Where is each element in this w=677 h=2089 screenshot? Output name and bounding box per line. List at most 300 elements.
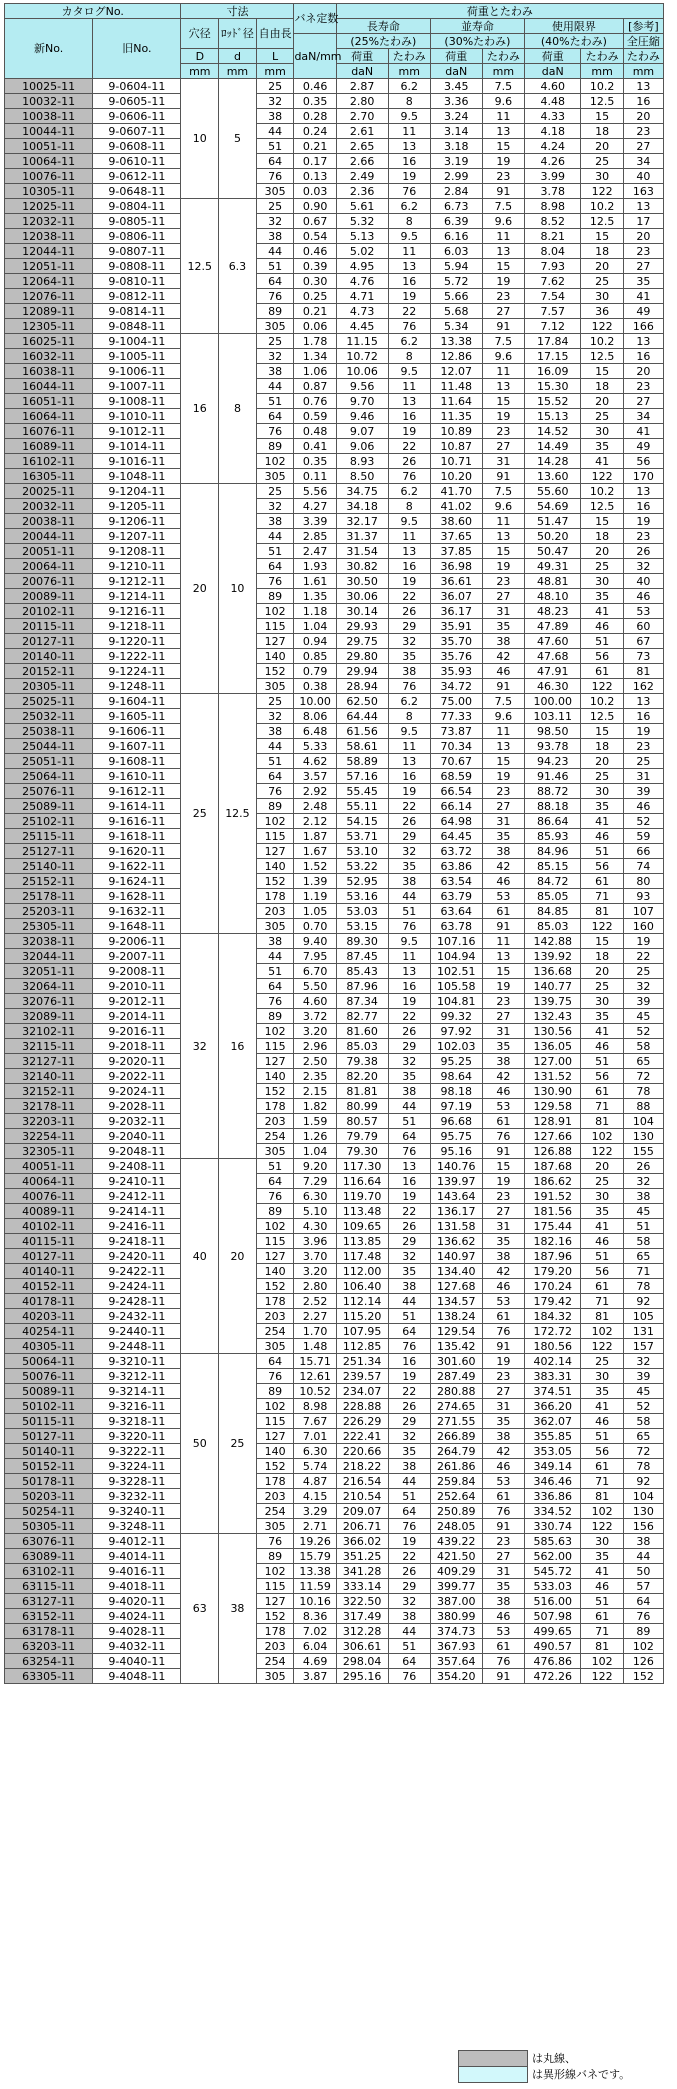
cell-long-load: 79.79 — [336, 1129, 388, 1144]
cell-spring-const: 5.33 — [294, 739, 336, 754]
cell-long-defl: 13 — [388, 1159, 430, 1174]
cell-normal-defl: 13 — [482, 949, 524, 964]
cell-spring-const: 0.03 — [294, 184, 336, 199]
cell-new-no: 25305-11 — [5, 919, 93, 934]
cell-old-no: 9-1220-11 — [93, 634, 181, 649]
cell-long-defl: 32 — [388, 1429, 430, 1444]
cell-full-comp-defl: 16 — [623, 499, 663, 514]
cell-free-length: 25 — [256, 334, 294, 349]
cell-old-no: 9-4048-11 — [93, 1669, 181, 1684]
cell-long-defl: 32 — [388, 1054, 430, 1069]
cell-free-length: 76 — [256, 1189, 294, 1204]
free-len-header: 自由長 — [256, 19, 294, 49]
cell-long-defl: 22 — [388, 439, 430, 454]
cell-long-load: 106.40 — [336, 1279, 388, 1294]
table-row — [5, 1129, 664, 1144]
table-row — [5, 1159, 664, 1174]
cell-limit-load: 4.24 — [525, 139, 581, 154]
cell-spring-const: 0.25 — [294, 289, 336, 304]
cell-new-no: 20089-11 — [5, 589, 93, 604]
cell-limit-load: 175.44 — [525, 1219, 581, 1234]
cell-spring-const: 5.10 — [294, 1204, 336, 1219]
cell-limit-defl: 12.5 — [581, 349, 623, 364]
cell-limit-defl: 41 — [581, 1399, 623, 1414]
cell-old-no: 9-1606-11 — [93, 724, 181, 739]
cell-normal-load: 97.19 — [430, 1099, 482, 1114]
cell-old-no: 9-1624-11 — [93, 874, 181, 889]
cell-free-length: 64 — [256, 1174, 294, 1189]
table-row — [5, 1084, 664, 1099]
cell-normal-defl: 23 — [482, 574, 524, 589]
cell-full-comp-defl: 155 — [623, 1144, 663, 1159]
cell-long-defl: 9.5 — [388, 109, 430, 124]
cell-full-comp-defl: 32 — [623, 979, 663, 994]
cell-limit-load: 16.09 — [525, 364, 581, 379]
cell-free-length: 89 — [256, 1009, 294, 1024]
table-row — [5, 124, 664, 139]
table-row — [5, 619, 664, 634]
cell-free-length: 25 — [256, 694, 294, 709]
cell-full-comp-defl: 22 — [623, 949, 663, 964]
cell-full-comp-defl: 25 — [623, 754, 663, 769]
cell-limit-defl: 61 — [581, 1084, 623, 1099]
unit-D: mm — [181, 64, 219, 79]
cell-new-no: 25115-11 — [5, 829, 93, 844]
cell-normal-defl: 13 — [482, 739, 524, 754]
cell-limit-load: 47.68 — [525, 649, 581, 664]
table-row — [5, 904, 664, 919]
cell-long-defl: 38 — [388, 1609, 430, 1624]
cell-limit-defl: 122 — [581, 1339, 623, 1354]
cell-full-comp-defl: 58 — [623, 1414, 663, 1429]
cell-long-load: 80.99 — [336, 1099, 388, 1114]
cell-spring-const: 0.11 — [294, 469, 336, 484]
cell-normal-defl: 15 — [482, 394, 524, 409]
cell-normal-defl: 13 — [482, 244, 524, 259]
cell-spring-const: 9.40 — [294, 934, 336, 949]
table-row — [5, 199, 664, 214]
cell-normal-defl: 11 — [482, 514, 524, 529]
cell-free-length: 44 — [256, 244, 294, 259]
cell-full-comp-defl: 50 — [623, 1564, 663, 1579]
cell-limit-load: 182.16 — [525, 1234, 581, 1249]
table-row — [5, 544, 664, 559]
cell-new-no: 10064-11 — [5, 154, 93, 169]
cell-full-comp-defl: 45 — [623, 1204, 663, 1219]
cell-spring-const: 2.71 — [294, 1519, 336, 1534]
cell-full-comp-defl: 13 — [623, 79, 663, 94]
cell-long-defl: 64 — [388, 1504, 430, 1519]
cell-full-comp-defl: 73 — [623, 649, 663, 664]
cell-spring-const: 3.87 — [294, 1669, 336, 1684]
cell-long-load: 222.41 — [336, 1429, 388, 1444]
cell-long-defl: 76 — [388, 319, 430, 334]
cell-limit-defl: 122 — [581, 319, 623, 334]
cell-limit-load: 172.72 — [525, 1324, 581, 1339]
cell-long-defl: 29 — [388, 1414, 430, 1429]
cell-normal-defl: 19 — [482, 154, 524, 169]
cell-limit-load: 48.10 — [525, 589, 581, 604]
cell-full-comp-defl: 105 — [623, 1309, 663, 1324]
cell-long-defl: 11 — [388, 244, 430, 259]
cell-new-no: 63115-11 — [5, 1579, 93, 1594]
cell-hole-dia: 40 — [181, 1159, 219, 1354]
cell-full-comp-defl: 17 — [623, 214, 663, 229]
cell-new-no: 10038-11 — [5, 109, 93, 124]
cell-full-comp-defl: 80 — [623, 874, 663, 889]
cell-free-length: 51 — [256, 139, 294, 154]
table-row — [5, 1144, 664, 1159]
table-row — [5, 1579, 664, 1594]
cell-normal-load: 140.97 — [430, 1249, 482, 1264]
cell-long-load: 85.43 — [336, 964, 388, 979]
cell-long-defl: 22 — [388, 1009, 430, 1024]
cell-limit-defl: 25 — [581, 979, 623, 994]
cell-normal-defl: 76 — [482, 1654, 524, 1669]
table-row — [5, 1519, 664, 1534]
table-row — [5, 1534, 664, 1549]
cell-free-length: 44 — [256, 124, 294, 139]
cell-limit-load: 139.75 — [525, 994, 581, 1009]
cell-limit-defl: 12.5 — [581, 499, 623, 514]
cell-new-no: 50064-11 — [5, 1354, 93, 1369]
cell-normal-load: 3.19 — [430, 154, 482, 169]
cell-normal-defl: 23 — [482, 424, 524, 439]
cell-new-no: 16305-11 — [5, 469, 93, 484]
table-row — [5, 214, 664, 229]
cell-spring-const: 8.06 — [294, 709, 336, 724]
cell-full-comp-defl: 27 — [623, 139, 663, 154]
cell-free-length: 178 — [256, 1474, 294, 1489]
cell-new-no: 20102-11 — [5, 604, 93, 619]
cell-spring-const: 1.67 — [294, 844, 336, 859]
cell-full-comp-defl: 52 — [623, 1024, 663, 1039]
cell-spring-const: 2.50 — [294, 1054, 336, 1069]
cell-long-load: 53.16 — [336, 889, 388, 904]
cell-long-defl: 44 — [388, 1294, 430, 1309]
cell-limit-defl: 20 — [581, 139, 623, 154]
cell-old-no: 9-2040-11 — [93, 1129, 181, 1144]
cell-full-comp-defl: 72 — [623, 1069, 663, 1084]
cell-limit-defl: 18 — [581, 739, 623, 754]
cell-long-defl: 26 — [388, 604, 430, 619]
cell-normal-load: 104.81 — [430, 994, 482, 1009]
cell-limit-load: 48.23 — [525, 604, 581, 619]
cell-spring-const: 8.36 — [294, 1609, 336, 1624]
cell-long-load: 2.87 — [336, 79, 388, 94]
cell-free-length: 140 — [256, 859, 294, 874]
cell-normal-defl: 38 — [482, 1594, 524, 1609]
cell-long-load: 112.14 — [336, 1294, 388, 1309]
cell-new-no: 10044-11 — [5, 124, 93, 139]
cell-rod-dia: 6.3 — [219, 199, 257, 334]
legend-round-wire-label: は丸線、 — [532, 2052, 576, 2065]
cell-spring-const: 2.52 — [294, 1294, 336, 1309]
cell-long-load: 117.30 — [336, 1159, 388, 1174]
cell-normal-load: 136.17 — [430, 1204, 482, 1219]
cell-normal-load: 41.02 — [430, 499, 482, 514]
cell-limit-load: 184.32 — [525, 1309, 581, 1324]
unit-limit-load: daN — [525, 64, 581, 79]
table-row — [5, 994, 664, 1009]
cell-normal-load: 95.25 — [430, 1054, 482, 1069]
cell-long-defl: 16 — [388, 154, 430, 169]
cell-old-no: 9-1012-11 — [93, 424, 181, 439]
cell-limit-load: 4.60 — [525, 79, 581, 94]
cell-new-no: 32203-11 — [5, 1114, 93, 1129]
cell-free-length: 89 — [256, 799, 294, 814]
cell-limit-defl: 102 — [581, 1324, 623, 1339]
cell-limit-load: 346.46 — [525, 1474, 581, 1489]
cell-long-defl: 64 — [388, 1324, 430, 1339]
cell-hole-dia: 16 — [181, 334, 219, 484]
cell-limit-load: 17.84 — [525, 334, 581, 349]
cell-normal-load: 367.93 — [430, 1639, 482, 1654]
cell-spring-const: 1.26 — [294, 1129, 336, 1144]
cell-normal-load: 6.39 — [430, 214, 482, 229]
cell-old-no: 9-3218-11 — [93, 1414, 181, 1429]
cell-spring-const: 1.19 — [294, 889, 336, 904]
cell-normal-load: 105.58 — [430, 979, 482, 994]
cell-full-comp-defl: 27 — [623, 259, 663, 274]
table-row — [5, 1369, 664, 1384]
cell-free-length: 127 — [256, 1594, 294, 1609]
cell-full-comp-defl: 27 — [623, 394, 663, 409]
cell-limit-load: 4.48 — [525, 94, 581, 109]
cell-long-load: 79.30 — [336, 1144, 388, 1159]
cell-free-length: 51 — [256, 544, 294, 559]
cell-limit-load: 499.65 — [525, 1624, 581, 1639]
cell-limit-load: 13.60 — [525, 469, 581, 484]
cell-limit-defl: 25 — [581, 769, 623, 784]
cell-free-length: 76 — [256, 169, 294, 184]
cell-spring-const: 4.30 — [294, 1219, 336, 1234]
cell-full-comp-defl: 31 — [623, 769, 663, 784]
cell-old-no: 9-1048-11 — [93, 469, 181, 484]
cell-spring-const: 11.59 — [294, 1579, 336, 1594]
table-row — [5, 349, 664, 364]
cell-long-defl: 16 — [388, 409, 430, 424]
cell-new-no: 40152-11 — [5, 1279, 93, 1294]
cell-normal-load: 12.86 — [430, 349, 482, 364]
cell-long-defl: 11 — [388, 124, 430, 139]
cell-spring-const: 0.30 — [294, 274, 336, 289]
cell-new-no: 20032-11 — [5, 499, 93, 514]
cell-full-comp-defl: 23 — [623, 739, 663, 754]
cell-old-no: 9-2416-11 — [93, 1219, 181, 1234]
table-row — [5, 1204, 664, 1219]
cell-old-no: 9-1604-11 — [93, 694, 181, 709]
cell-spring-const: 0.76 — [294, 394, 336, 409]
cell-long-load: 87.96 — [336, 979, 388, 994]
cell-free-length: 152 — [256, 1459, 294, 1474]
cell-normal-defl: 23 — [482, 994, 524, 1009]
cell-limit-load: 15.13 — [525, 409, 581, 424]
cell-limit-defl: 25 — [581, 154, 623, 169]
cell-limit-defl: 51 — [581, 1249, 623, 1264]
reference-header: [参考] — [623, 19, 663, 34]
cell-full-comp-defl: 39 — [623, 1369, 663, 1384]
cell-new-no: 12089-11 — [5, 304, 93, 319]
cell-normal-defl: 42 — [482, 1264, 524, 1279]
cell-normal-defl: 38 — [482, 1054, 524, 1069]
cell-long-load: 251.34 — [336, 1354, 388, 1369]
cell-normal-load: 3.14 — [430, 124, 482, 139]
table-row — [5, 874, 664, 889]
cell-normal-defl: 19 — [482, 1354, 524, 1369]
cell-limit-load: 476.86 — [525, 1654, 581, 1669]
cell-normal-defl: 11 — [482, 724, 524, 739]
cell-limit-defl: 41 — [581, 1219, 623, 1234]
cell-long-load: 58.89 — [336, 754, 388, 769]
cell-limit-load: 170.24 — [525, 1279, 581, 1294]
cell-old-no: 9-2006-11 — [93, 934, 181, 949]
full-comp-header: 全圧縮 — [623, 34, 663, 49]
cell-long-defl: 76 — [388, 1519, 430, 1534]
cell-full-comp-defl: 20 — [623, 364, 663, 379]
cell-free-length: 76 — [256, 424, 294, 439]
cell-free-length: 178 — [256, 1294, 294, 1309]
cell-long-load: 57.16 — [336, 769, 388, 784]
cell-full-comp-defl: 65 — [623, 1429, 663, 1444]
cell-old-no: 9-2008-11 — [93, 964, 181, 979]
cell-full-comp-defl: 74 — [623, 859, 663, 874]
cell-normal-load: 134.40 — [430, 1264, 482, 1279]
cell-normal-defl: 19 — [482, 979, 524, 994]
cell-limit-load: 136.68 — [525, 964, 581, 979]
cell-full-comp-defl: 49 — [623, 439, 663, 454]
cell-free-length: 51 — [256, 754, 294, 769]
cell-new-no: 32064-11 — [5, 979, 93, 994]
cell-long-defl: 13 — [388, 139, 430, 154]
cell-normal-load: 143.64 — [430, 1189, 482, 1204]
cell-old-no: 9-0610-11 — [93, 154, 181, 169]
cell-free-length: 38 — [256, 364, 294, 379]
legend-row-round-wire — [458, 2050, 630, 2066]
cell-limit-load: 85.03 — [525, 919, 581, 934]
table-row — [5, 1489, 664, 1504]
cell-normal-load: 287.49 — [430, 1369, 482, 1384]
cell-normal-defl: 31 — [482, 1564, 524, 1579]
cell-long-defl: 29 — [388, 1579, 430, 1594]
cell-full-comp-defl: 23 — [623, 124, 663, 139]
cell-spring-const: 7.67 — [294, 1414, 336, 1429]
cell-old-no: 9-3222-11 — [93, 1444, 181, 1459]
cell-long-load: 81.81 — [336, 1084, 388, 1099]
cell-old-no: 9-1207-11 — [93, 529, 181, 544]
cell-free-length: 140 — [256, 1264, 294, 1279]
cell-limit-load: 330.74 — [525, 1519, 581, 1534]
cell-normal-defl: 9.6 — [482, 94, 524, 109]
cell-normal-load: 5.94 — [430, 259, 482, 274]
cell-normal-load: 3.45 — [430, 79, 482, 94]
cell-long-defl: 11 — [388, 949, 430, 964]
cell-new-no: 40076-11 — [5, 1189, 93, 1204]
cell-normal-load: 35.70 — [430, 634, 482, 649]
cell-full-comp-defl: 130 — [623, 1129, 663, 1144]
unit-limit-defl: mm — [581, 64, 623, 79]
cell-limit-load: 47.91 — [525, 664, 581, 679]
cell-limit-load: 402.14 — [525, 1354, 581, 1369]
cell-limit-defl: 56 — [581, 1264, 623, 1279]
cell-spring-const: 0.17 — [294, 154, 336, 169]
cell-old-no: 9-1008-11 — [93, 394, 181, 409]
cell-spring-const: 10.52 — [294, 1384, 336, 1399]
cell-limit-defl: 122 — [581, 679, 623, 694]
table-row — [5, 424, 664, 439]
long-load-header: 荷重 — [336, 49, 388, 64]
cell-long-defl: 26 — [388, 454, 430, 469]
cell-new-no: 63254-11 — [5, 1654, 93, 1669]
cell-limit-load: 3.78 — [525, 184, 581, 199]
cell-normal-load: 6.03 — [430, 244, 482, 259]
cell-long-defl: 6.2 — [388, 79, 430, 94]
cell-spring-const: 0.38 — [294, 679, 336, 694]
cell-limit-defl: 122 — [581, 1519, 623, 1534]
cell-long-load: 107.95 — [336, 1324, 388, 1339]
cell-new-no: 50178-11 — [5, 1474, 93, 1489]
cell-spring-const: 0.90 — [294, 199, 336, 214]
cell-full-comp-defl: 34 — [623, 409, 663, 424]
table-row — [5, 274, 664, 289]
cell-old-no: 9-0605-11 — [93, 94, 181, 109]
cell-normal-load: 259.84 — [430, 1474, 482, 1489]
cell-free-length: 115 — [256, 1579, 294, 1594]
cell-free-length: 140 — [256, 1069, 294, 1084]
cell-long-defl: 8 — [388, 214, 430, 229]
cell-full-comp-defl: 131 — [623, 1324, 663, 1339]
table-row — [5, 244, 664, 259]
cell-normal-defl: 35 — [482, 829, 524, 844]
cell-spring-const: 6.70 — [294, 964, 336, 979]
cell-normal-load: 354.20 — [430, 1669, 482, 1684]
cell-normal-load: 41.70 — [430, 484, 482, 499]
cell-limit-load: 51.47 — [525, 514, 581, 529]
cell-full-comp-defl: 78 — [623, 1084, 663, 1099]
cell-new-no: 40127-11 — [5, 1249, 93, 1264]
cell-full-comp-defl: 16 — [623, 349, 663, 364]
cell-normal-defl: 9.6 — [482, 499, 524, 514]
cell-normal-load: 399.77 — [430, 1579, 482, 1594]
cell-new-no: 25178-11 — [5, 889, 93, 904]
cell-limit-defl: 51 — [581, 634, 623, 649]
cell-new-no: 25076-11 — [5, 784, 93, 799]
cell-free-length: 32 — [256, 349, 294, 364]
cell-long-load: 80.57 — [336, 1114, 388, 1129]
cell-new-no: 50089-11 — [5, 1384, 93, 1399]
cell-old-no: 9-1607-11 — [93, 739, 181, 754]
cell-long-defl: 16 — [388, 274, 430, 289]
cell-free-length: 152 — [256, 1609, 294, 1624]
cell-new-no: 20038-11 — [5, 514, 93, 529]
table-row — [5, 784, 664, 799]
table-row — [5, 1654, 664, 1669]
cell-free-length: 305 — [256, 184, 294, 199]
cell-old-no: 9-3240-11 — [93, 1504, 181, 1519]
catalog-header: カタログNo. — [5, 4, 181, 19]
cell-new-no: 32115-11 — [5, 1039, 93, 1054]
cell-limit-load: 103.11 — [525, 709, 581, 724]
cell-long-load: 82.20 — [336, 1069, 388, 1084]
cell-limit-load: 15.52 — [525, 394, 581, 409]
cell-normal-load: 75.00 — [430, 694, 482, 709]
unit-normal-defl: mm — [482, 64, 524, 79]
cell-new-no: 16038-11 — [5, 364, 93, 379]
cell-limit-defl: 35 — [581, 1009, 623, 1024]
cell-long-load: 220.66 — [336, 1444, 388, 1459]
cell-limit-load: 84.72 — [525, 874, 581, 889]
cell-normal-defl: 27 — [482, 1384, 524, 1399]
